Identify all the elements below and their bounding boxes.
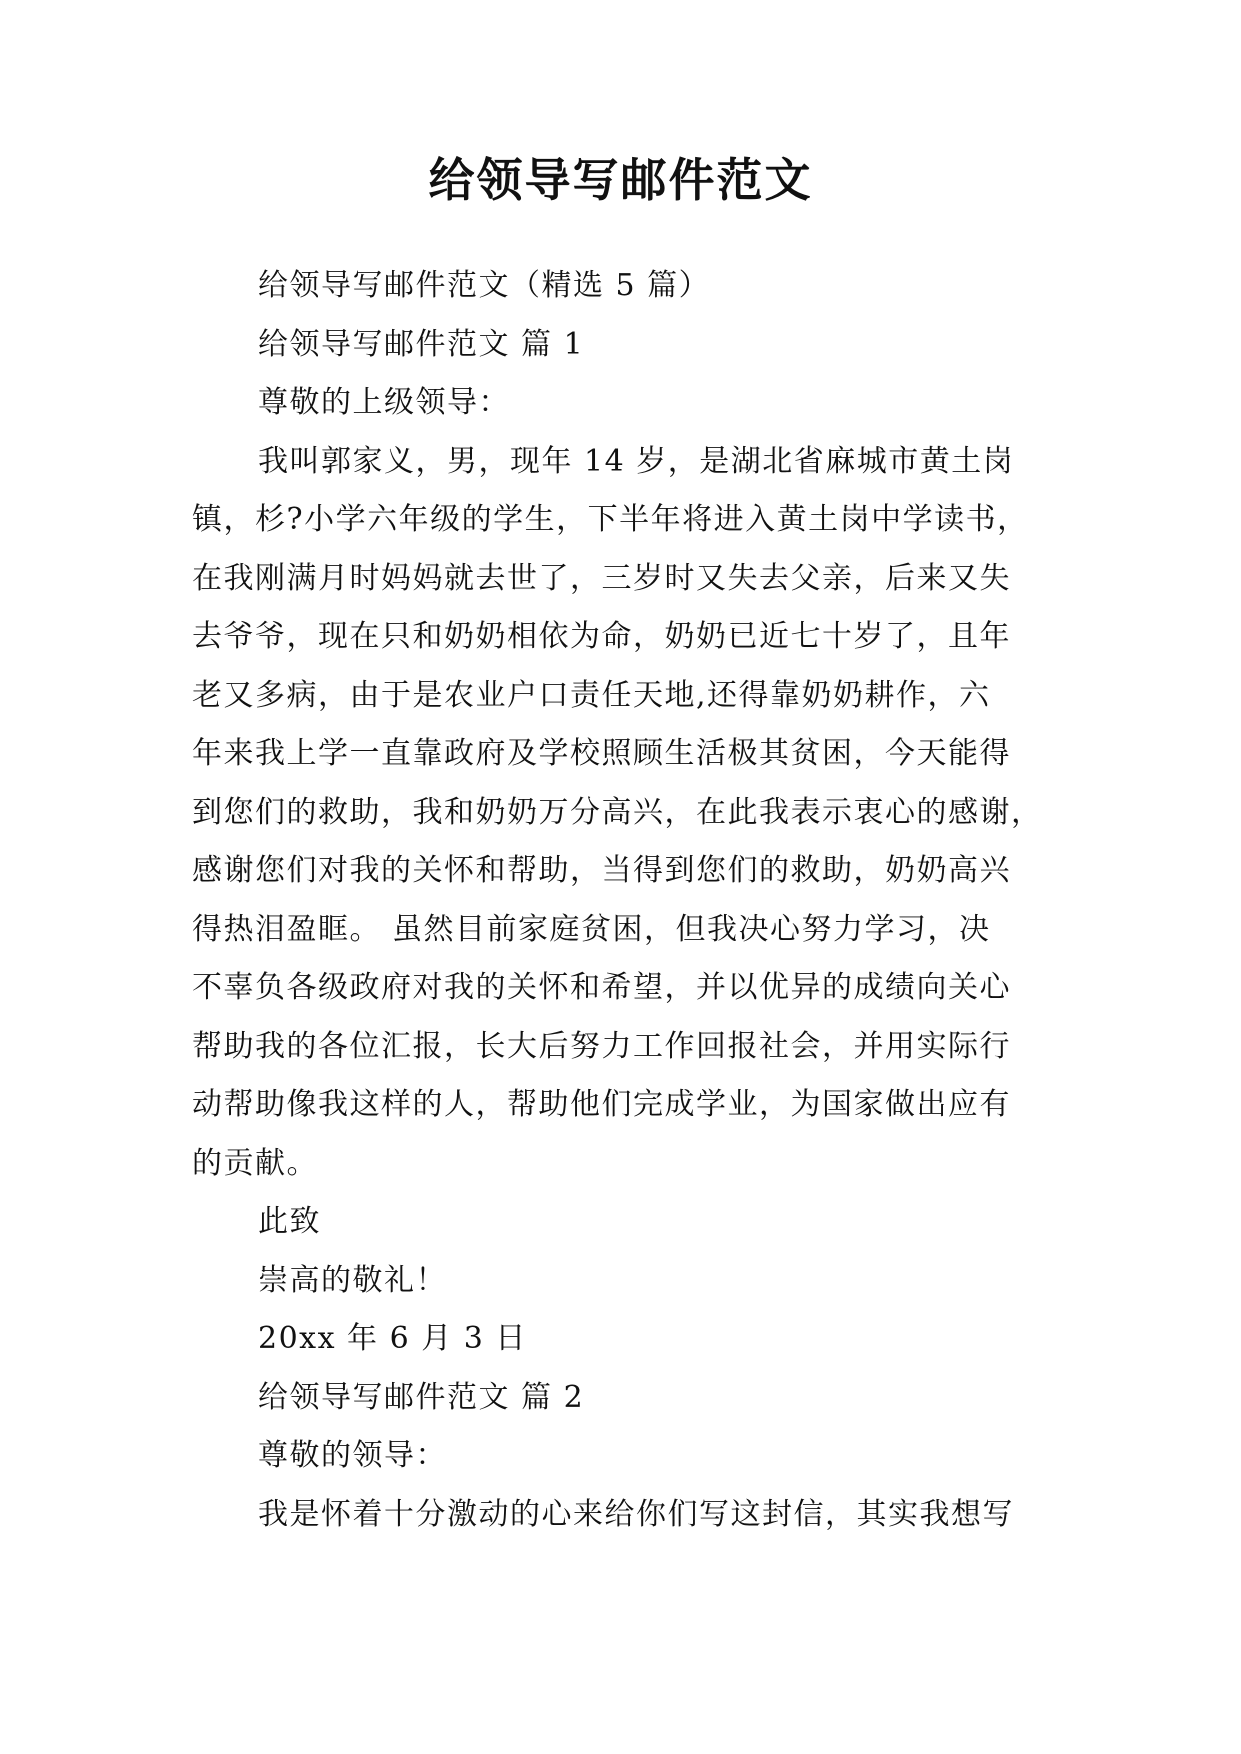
paragraph-line: 我叫郭家义，男，现年 14 岁，是湖北省麻城市黄土岗 — [258, 443, 1015, 479]
date-line: 20xx 年 6 月 3 日 — [258, 1321, 527, 1356]
salutation: 尊敬的上级领导： — [258, 385, 510, 420]
document-title: 给领导写邮件范文 — [428, 153, 813, 207]
paragraph-line: 感谢您们对我的关怀和帮助，当得到您们的救助，奶奶高兴 — [192, 853, 1011, 888]
paragraph-line: 在我刚满月时妈妈就去世了，三岁时又失去父亲，后来又失 — [192, 560, 1011, 596]
paragraph-line: 去爷爷，现在只和奶奶相依为命，奶奶已近七十岁了，且年 — [192, 619, 1011, 654]
paragraph-line: 动帮助像我这样的人，帮助他们完成学业，为国家做出应有 — [192, 1087, 1011, 1122]
document-body — [192, 257, 1057, 1544]
section-heading: 给领导写邮件范文 篇 1 — [258, 326, 585, 362]
paragraph-line: 到您们的救助，我和奶奶万分高兴，在此我表示衷心的感谢， — [192, 794, 1043, 830]
letter-paragraph — [192, 1486, 1057, 1545]
paragraph-line: 镇，杉?小学六年级的学生，下半年将进入黄土岗中学读书， — [192, 502, 1029, 537]
paragraph-line: 老又多病，由于是农业户口责任天地,还得靠奶奶耕作，六 — [192, 677, 991, 713]
salutation: 尊敬的领导： — [258, 1438, 447, 1473]
regards-line: 崇高的敬礼！ — [258, 1262, 447, 1298]
paragraph-line: 我是怀着十分激动的心来给你们写这封信，其实我想写 — [258, 1496, 1014, 1532]
paragraph-line: 的贡献。 — [192, 1145, 318, 1181]
section-heading: 给领导写邮件范文 篇 2 — [258, 1379, 585, 1415]
paragraph-line: 得热泪盈眶。 虽然目前家庭贫困，但我决心努力学习，决 — [192, 911, 991, 947]
paragraph-line: 帮助我的各位汇报，长大后努力工作回报社会，并用实际行 — [192, 1028, 1011, 1064]
intro-line: 给领导写邮件范文（精选 5 篇） — [258, 268, 711, 303]
letter-paragraph — [192, 433, 1057, 1194]
paragraph-line: 年来我上学一直靠政府及学校照顾生活极其贫困，今天能得 — [192, 736, 1011, 771]
closing-line: 此致 — [258, 1204, 321, 1239]
paragraph-line: 不辜负各级政府对我的关怀和希望，并以优异的成绩向关心 — [192, 970, 1011, 1005]
